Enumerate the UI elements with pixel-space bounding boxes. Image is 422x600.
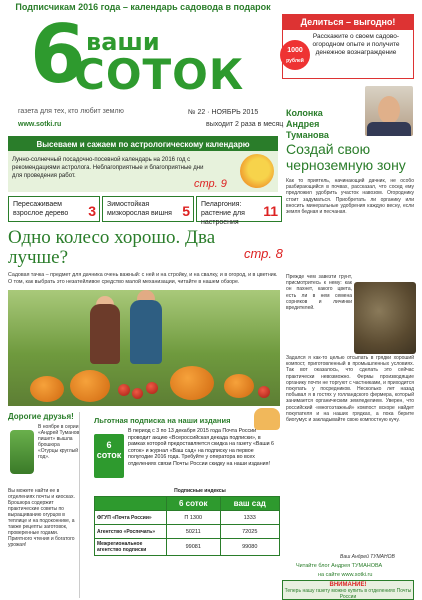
column-body-2: Прежде чем завезти грунт, присмотритесь к нему: как он пахнет, какого цвета, есть ли в нем семена сорняков и личинки вредителей. [286,274,352,312]
badge-unit: рублей [286,58,304,64]
teaser-title: Пересаживаем взрослое дерево [13,201,69,217]
attention-text: Теперь нашу газету можно купить в отделениях Почты России [284,588,412,600]
table-row [95,525,280,539]
astro-title: Высеваем и сажаем по астрологическому календарю [8,138,278,151]
table-cell: 99080 [220,539,279,556]
teaser-title: Пеларгония: растение для настроения [201,201,245,226]
author-last-name: Туманова [286,130,329,140]
author-shirt [367,122,411,136]
teaser-page: 3 [88,203,96,219]
subscription-banner: Подписчикам 2016 года – календарь садовода в подарок [15,2,271,12]
table-cell: 50211 [167,525,221,539]
column-body-1: Как то приятель, начинающий дачник, не особо разбирающийся в почвах, рассказал, что сосед ему предложил удобрить участок навозом. Огороднику стоит задуматься. Приобретать ли органику или вносить минеральные удобрения каждую весну, если земля бедная и песчаная. [286,178,414,216]
logo-word-vashi: ваши [86,28,160,56]
column-title: Создай свою черноземную зону [286,141,406,173]
teaser-cherry[interactable] [102,196,194,222]
woman-figure [90,304,120,364]
table-header-vash-sad: ваш сад [220,497,279,511]
table-cell: П 1300 [167,511,221,525]
astro-section [8,136,278,192]
subscription-title: Льготная подписка на наши издания [94,416,231,425]
badge-amount: 1000 [287,47,303,54]
frequency: выходит 2 раза в месяц [206,121,284,128]
column-label: Колонка [286,108,323,118]
table-header-sotok: 6 соток [167,497,221,511]
column-body-3: Задался я как-то целью отсыпать в грядки хороший компост, приготовленный в промышленных условиях. Так вот оказалось, что сделать это сейчас практически невозможно. Фермы производящие органику почти не торгуют с частниками, и приходится покупать у посредников. Несколько лет назад побывал я в гостях у голландского фермера, который занимается органическим земледелием. Уверен, что российский «многоэтажный» компост вскоре найдет покупателя и на наших грядках, а пока берите биогумус и закладывайте свою компостную кучу. [286,355,414,424]
harvest-pile [20,356,280,406]
slogan: газета для тех, кто любит землю [18,108,124,115]
promo-title: Делиться – выгодно! [283,15,413,30]
sun-moon-icon [240,154,274,188]
man-figure [130,300,162,364]
cucumber-booklet-icon [10,430,34,474]
subscription-section [84,416,280,598]
dear-friends-text-1: В ноябре в серии «Андрей Туманов пишет» вышла брошюра «Огурцы круглый год». [38,424,80,460]
blog-site-link[interactable]: на сайте www.sotki.ru [318,572,373,578]
column-signature: Ваш Андрей ТУМАНОВ [340,554,395,560]
table-row [95,511,280,525]
author-face [378,96,400,124]
table-row [95,497,280,511]
logo-word-sotok: СОТОК [74,50,245,99]
table-cell-label: ФГУП «Почта России» [95,511,167,525]
table-cell-label: Межрегиональное агентство подписки [95,539,167,556]
blog-link[interactable]: Читайте блог Андрея ТУМАНОВА [296,563,383,569]
teaser-transplant-tree[interactable] [8,196,100,222]
table-cell: 1333 [220,511,279,525]
table-cell: 72025 [220,525,279,539]
teaser-page: 11 [263,203,278,219]
index-table-caption: Подписные индексы [174,488,226,494]
column-author [286,108,356,141]
subscription-index-table [94,496,280,556]
author-first-name: Андрея [286,119,320,129]
issue-number: № 22 · НОЯБРЬ 2015 [188,109,259,116]
table-header-empty [95,497,167,511]
subscription-text: В период с 3 по 13 декабря 2015 года Почта России проводит акцию «Всероссийская декада подписки», в рамках которой предоставляется скидка на газету «Ваши 6 соток» и журнал «Ваш сад» на подписку на первое полугодие 2016 года. Требуйте у оператора во всех отделениях связи Почты России скидку на наши издания! [128,428,274,467]
teaser-pelargonium[interactable] [196,196,282,226]
site-link[interactable]: www.sotki.ru [18,121,62,128]
table-cell-label: Агентство «Роспечать» [95,525,167,539]
table-row [95,539,280,556]
main-article-title: Одно колесо хорошо. Два лучше? [8,227,216,268]
attention-title: ВНИМАНИЕ! [329,582,367,588]
attention-box [282,580,414,600]
logo-digit: 6 [30,8,86,101]
astro-text: Лунно-солнечный посадочно-посевной календарь на 2016 год с рекомендациями астролога. Неблагоприятные и благоприятные дни для проведения работ. [12,157,204,179]
sotok-logo: 6 соток [94,434,124,478]
dear-friends-title: Дорогие друзья! [8,412,74,421]
teaser-page: 5 [182,203,190,219]
main-page-ref: стр. 8 [244,246,283,261]
teaser-title: Зимостойкая мизкорослая вишня [107,201,172,217]
reward-badge [280,40,310,70]
promo-text: Расскажите о своем садово-огородном опыте и получите денежное вознаграждение [312,33,400,56]
main-article-lead: Садовая тачка – предмет для дачника очень важный: с ней и на стройку, и на свалку, и в огород, и в цветник. О том, как выбрать это незатейливое средство малой механизации, читайте в нашем обзоре. [8,272,278,285]
astro-page-ref: стр. 9 [194,178,227,190]
compost-photo [354,282,416,354]
dear-friends-section [8,412,80,598]
dear-friends-text-2: Вы можете найти ее в отделениях почты и киосках. Брошюра содержит практические советы по выращиванию огурцов в теплице и на подоконнике, а также рецепты заготовок, проверенные годами. Приятного чтения и богатого урожая! [8,488,75,548]
table-cell: 99081 [167,539,221,556]
